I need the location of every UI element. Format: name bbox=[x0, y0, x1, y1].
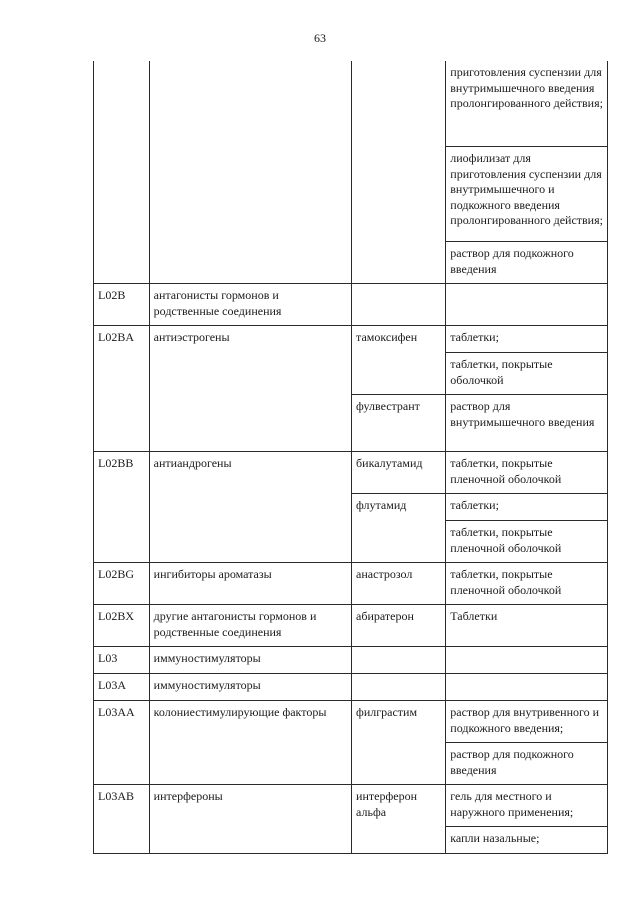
table-row bbox=[94, 701, 608, 743]
dosage-form-cell: гель для местного и наружного применения; bbox=[446, 785, 608, 827]
group-name-cell: интерфероны bbox=[149, 785, 351, 854]
dosage-form-cell: приготовления суспензии для внутримышечного введения пролонгированного действия; bbox=[446, 61, 608, 147]
atc-code-cell: L03AB bbox=[94, 785, 150, 854]
table-row bbox=[94, 284, 608, 326]
table-row bbox=[94, 647, 608, 674]
group-name-cell: антиэстрогены bbox=[149, 326, 351, 452]
drug-name-cell bbox=[352, 61, 446, 284]
dosage-form-cell: лиофилизат для приготовления суспензии для внутримышечного и подкожного введения пролонгированного действия; bbox=[446, 147, 608, 242]
atc-code-cell: L02BX bbox=[94, 605, 150, 647]
dosage-form-cell: капли назальные; bbox=[446, 827, 608, 854]
table-row bbox=[94, 674, 608, 701]
atc-code-cell: L03A bbox=[94, 674, 150, 701]
drug-name-cell: филграстим bbox=[352, 701, 446, 785]
drug-name-cell: флутамид bbox=[352, 494, 446, 563]
dosage-form-cell: таблетки, покрытые пленочной оболочкой bbox=[446, 563, 608, 605]
atc-code-cell: L02BG bbox=[94, 563, 150, 605]
table-row bbox=[94, 785, 608, 827]
drug-name-cell: интерферон альфа bbox=[352, 785, 446, 854]
table-row bbox=[94, 326, 608, 353]
table-row bbox=[94, 563, 608, 605]
table-row bbox=[94, 605, 608, 647]
group-name-cell: иммуностимуляторы bbox=[149, 674, 351, 701]
drug-table bbox=[93, 61, 608, 854]
table-row bbox=[94, 452, 608, 494]
drug-name-cell bbox=[352, 284, 446, 326]
dosage-form-cell: таблетки, покрытые оболочкой bbox=[446, 353, 608, 395]
drug-name-cell: тамоксифен bbox=[352, 326, 446, 395]
atc-code-cell: L03AA bbox=[94, 701, 150, 785]
drug-name-cell: бикалутамид bbox=[352, 452, 446, 494]
atc-code-cell: L02B bbox=[94, 284, 150, 326]
page-number: 63 bbox=[314, 31, 326, 45]
dosage-form-cell: таблетки; bbox=[446, 494, 608, 521]
dosage-form-cell: Таблетки bbox=[446, 605, 608, 647]
group-name-cell bbox=[149, 61, 351, 284]
dosage-form-cell: раствор для подкожного введения bbox=[446, 743, 608, 785]
group-name-cell: колониестимулирующие факторы bbox=[149, 701, 351, 785]
dosage-form-cell: таблетки; bbox=[446, 326, 608, 353]
group-name-cell: антагонисты гормонов и родственные соединения bbox=[149, 284, 351, 326]
dosage-form-cell bbox=[446, 674, 608, 701]
dosage-form-cell bbox=[446, 284, 608, 326]
atc-code-cell: L02BB bbox=[94, 452, 150, 563]
group-name-cell: ингибиторы ароматазы bbox=[149, 563, 351, 605]
dosage-form-cell bbox=[446, 647, 608, 674]
drug-name-cell bbox=[352, 674, 446, 701]
atc-code-cell bbox=[94, 61, 150, 284]
drug-name-cell: анастрозол bbox=[352, 563, 446, 605]
dosage-form-cell: раствор для подкожного введения bbox=[446, 242, 608, 284]
atc-code-cell: L03 bbox=[94, 647, 150, 674]
drug-name-cell: фулвестрант bbox=[352, 395, 446, 452]
group-name-cell: антиандрогены bbox=[149, 452, 351, 563]
drug-name-cell bbox=[352, 647, 446, 674]
atc-code-cell: L02BA bbox=[94, 326, 150, 452]
table-row bbox=[94, 61, 608, 147]
dosage-form-cell: таблетки, покрытые пленочной оболочкой bbox=[446, 452, 608, 494]
group-name-cell: другие антагонисты гормонов и родственные соединения bbox=[149, 605, 351, 647]
dosage-form-cell: таблетки, покрытые пленочной оболочкой bbox=[446, 521, 608, 563]
group-name-cell: иммуностимуляторы bbox=[149, 647, 351, 674]
dosage-form-cell: раствор для внутривенного и подкожного введения; bbox=[446, 701, 608, 743]
dosage-form-cell: раствор для внутримышечного введения bbox=[446, 395, 608, 452]
drug-name-cell: абиратерон bbox=[352, 605, 446, 647]
